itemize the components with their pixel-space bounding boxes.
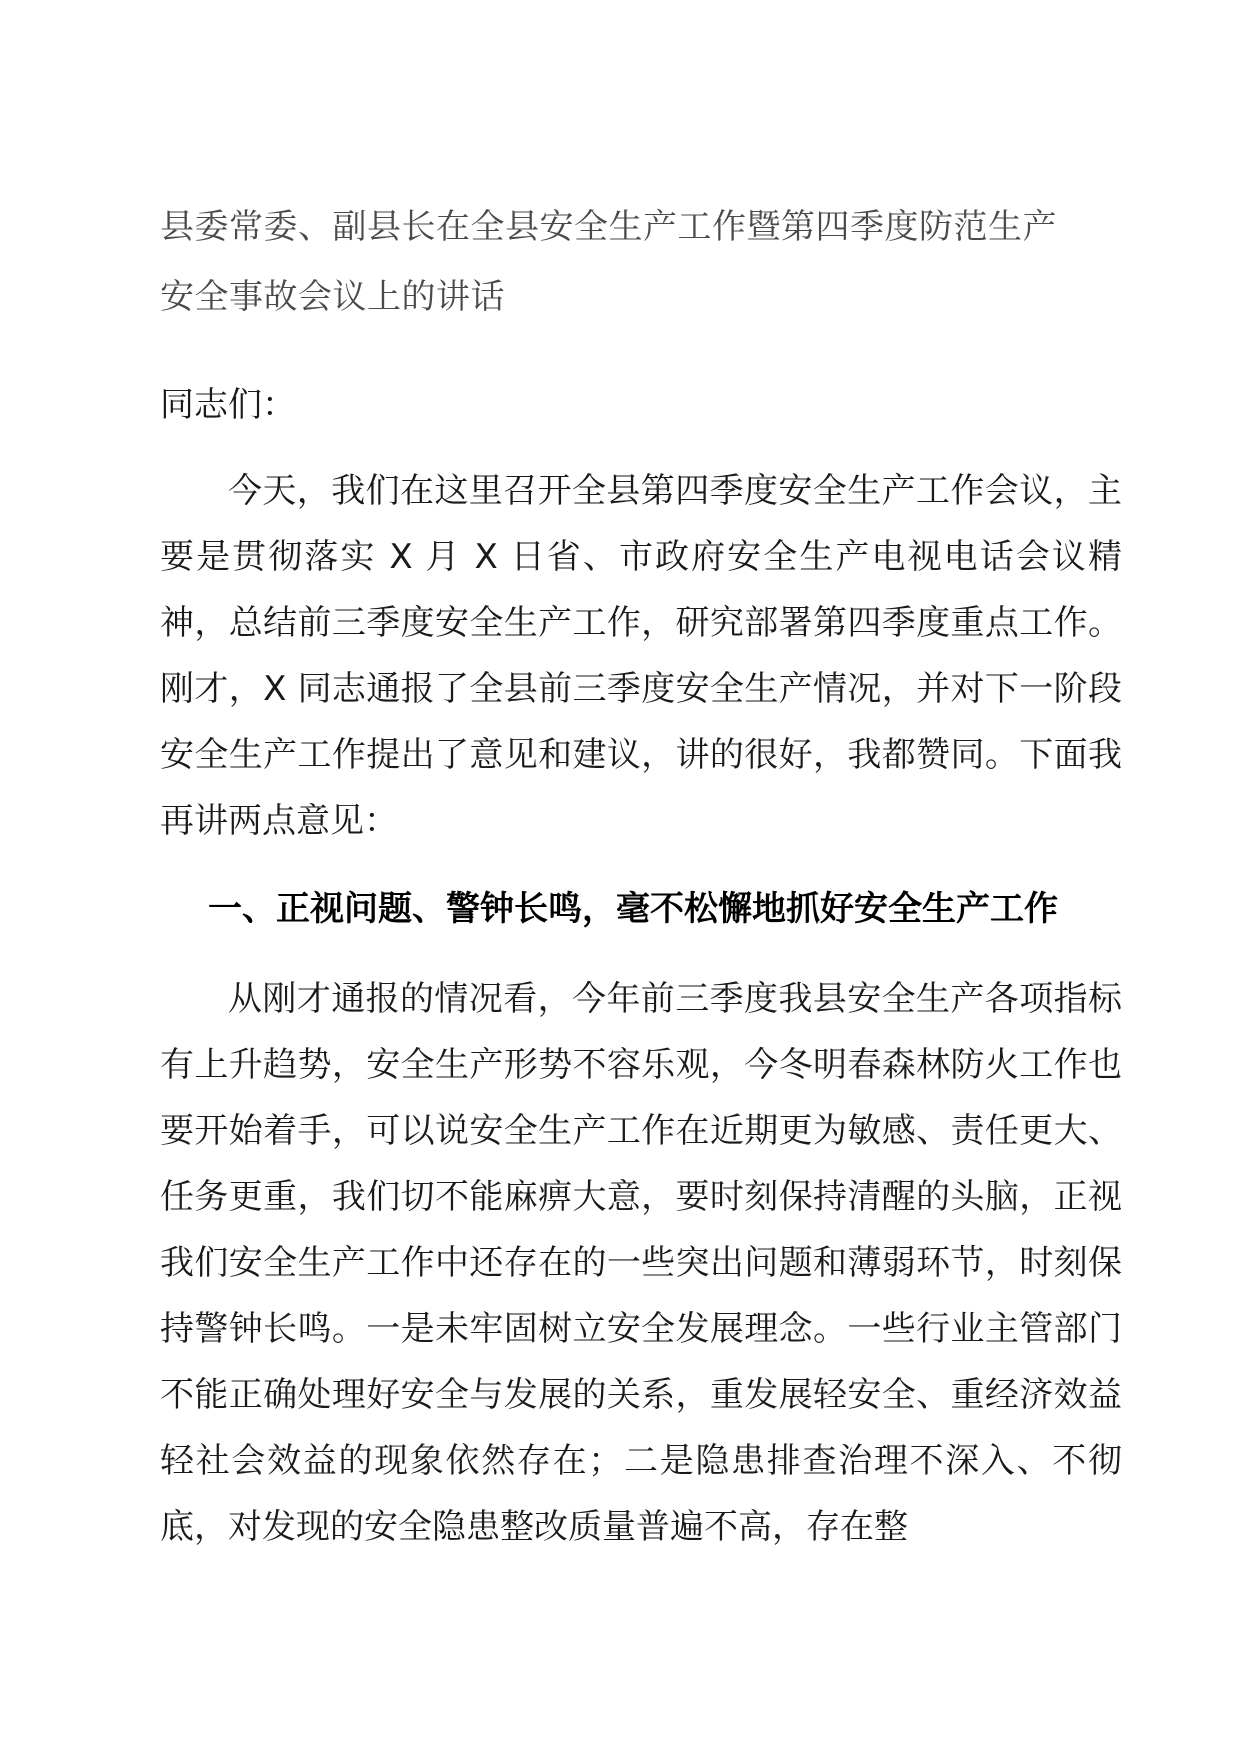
body-paragraph: 从刚才通报的情况看，今年前三季度我县安全生产各项指标有上升趋势，安全生产形势不容乐观，今冬明春森林防火工作也要开始着手，可以说安全生产工作在近期更为敏感、责任更大、任务更重，我们切不能麻痹大意，要时刻保持清醒的头脑，正视我们安全生产工作中还存在的一些突出问题和薄弱环节，时刻保持警钟长鸣。一是未牢固树立安全发展理念。一些行业主管部门不能正确处理好安全与发展的关系，重发展轻安全、重经济效益轻社会效益的现象依然存在；二是隐患排查治理不深入、不彻底，对发现的安全隐患整改质量普遍不高，存在整: [160, 979, 1122, 1547]
body-paragraph: 今天，我们在这里召开全县第四季度安全生产工作会议，主要是贯彻落实 X 月 X 日省、市政府安全生产电视电话会议精神，总结前三季度安全生产工作，研究部署第四季度重点工作。刚才，X 同志通报了全县前三季度安全生产情况，并对下一阶段安全生产工作提出了意见和建议，讲的很好，我都赞同。下面我再讲两点意见：: [160, 471, 1122, 841]
section-heading: 一、正视问题、警钟长鸣，毫不松懈地抓好安全生产工作: [208, 889, 1058, 929]
document-title: 县委常委、副县长在全县安全生产工作暨第四季度防范生产安全事故会议上的讲话: [160, 207, 1057, 317]
salutation: 同志们：: [160, 385, 296, 425]
